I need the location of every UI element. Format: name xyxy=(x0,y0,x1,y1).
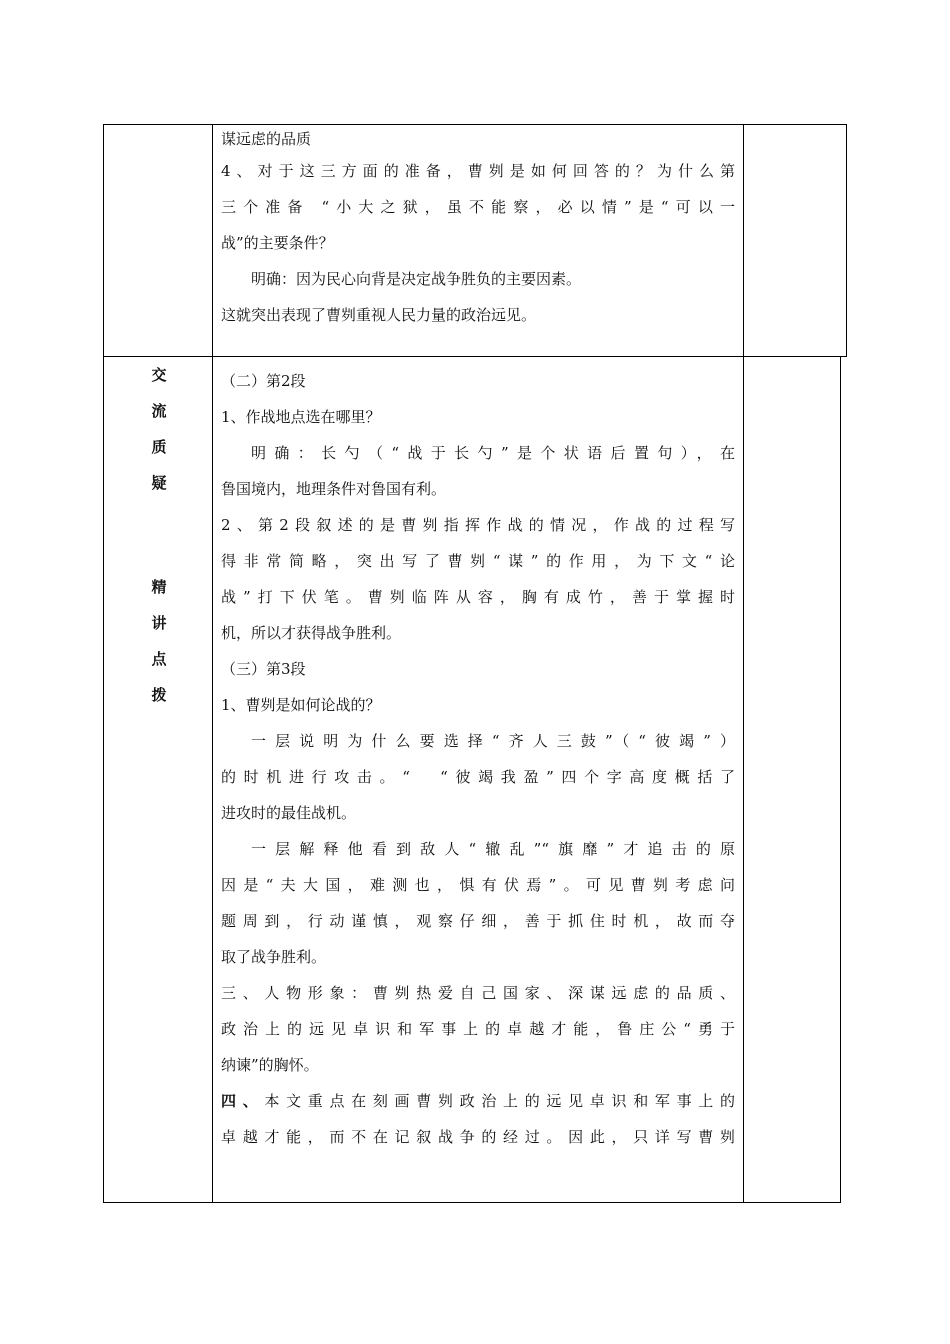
section-label-cell xyxy=(103,357,213,1203)
label-char: 拨 xyxy=(151,686,167,704)
bold-lead: 四、 xyxy=(221,1092,265,1110)
answer-line: 明确：长勺（“战于长勺”是个状语后置句），在 xyxy=(251,444,735,462)
notes-cell-empty xyxy=(743,124,847,357)
section-label-explain xyxy=(104,569,214,713)
label-cell-empty xyxy=(103,124,213,357)
paragraph-line: 2、第2段叙述的是曹刿指挥作战的情况，作战的过程写 xyxy=(221,516,735,534)
label-char: 疑 xyxy=(151,474,167,492)
label-char: 交 xyxy=(151,366,167,384)
paragraph-line: 政治上的远见卓识和军事上的卓越才能，鲁庄公“勇于 xyxy=(221,1020,735,1038)
paragraph-line: 进攻时的最佳战机。 xyxy=(221,804,357,822)
label-char: 点 xyxy=(151,650,167,668)
question-line: 4、对于这三方面的准备，曹刿是如何回答的？为什么第 xyxy=(221,162,735,180)
paragraph-line: 因是“夫大国，难测也，惧有伏焉”。可见曹刿考虑问 xyxy=(221,876,735,894)
section-heading: （二）第2段 xyxy=(221,372,306,390)
content-cell xyxy=(212,124,744,357)
answer-line: 鲁国境内，地理条件对鲁国有利。 xyxy=(221,480,447,498)
notes-cell-empty xyxy=(743,357,841,1203)
answer-line: 这就突出表现了曹刿重视人民力量的政治远见。 xyxy=(221,306,537,324)
question-line: 战”的主要条件？ xyxy=(221,234,334,252)
text-line: 谋远虑的品质 xyxy=(221,130,312,148)
paragraph-line: 一层解释他看到敌人“辙乱”“旗靡”才追击的原 xyxy=(251,840,735,858)
lesson-table-continuation xyxy=(103,124,847,357)
paragraph-line: 三、人物形象：曹刿热爱自己国家、深谋远虑的品质、 xyxy=(221,984,735,1002)
paragraph-line xyxy=(221,1083,735,1119)
label-char: 质 xyxy=(151,438,167,456)
paragraph-line: 卓越才能，而不在记叙战争的经过。因此，只详写曹刿 xyxy=(221,1128,735,1146)
paragraph-line: 题周到，行动谨慎，观察仔细，善于抓住时机，故而夺 xyxy=(221,912,735,930)
paragraph-line: 机，所以才获得战争胜利。 xyxy=(221,624,402,642)
label-char: 精 xyxy=(151,578,167,596)
lesson-table xyxy=(103,357,841,1203)
paragraph-line: 纳谏”的胸怀。 xyxy=(221,1056,319,1074)
label-char: 讲 xyxy=(151,614,167,632)
section-heading: （三）第3段 xyxy=(221,660,306,678)
question-line: 三个准备 “小大之狱，虽不能察，必以情”是“可以一 xyxy=(221,198,735,216)
paragraph-line: 得非常简略，突出写了曹刿“谋”的作用，为下文“论 xyxy=(221,552,735,570)
question-line: 1、作战地点选在哪里？ xyxy=(221,408,381,426)
paragraph-line: 取了战争胜利。 xyxy=(221,948,327,966)
paragraph-text: 本文重点在刻画曹刿政治上的远见卓识和军事上的 xyxy=(264,1092,735,1110)
label-char: 流 xyxy=(151,402,167,420)
paragraph-line: 战”打下伏笔。曹刿临阵从容，胸有成竹，善于掌握时 xyxy=(221,588,735,606)
content-cell xyxy=(212,357,744,1203)
section-label-exchange xyxy=(104,357,214,501)
paragraph-line: 一层说明为什么要选择“齐人三鼓”（“彼竭”） xyxy=(251,732,735,750)
answer-line: 明确：因为民心向背是决定战争胜负的主要因素。 xyxy=(251,270,582,288)
question-line: 1、曹刿是如何论战的？ xyxy=(221,696,381,714)
paragraph-line: 的时机进行攻击。“ “彼竭我盈”四个字高度概括了 xyxy=(221,768,735,786)
